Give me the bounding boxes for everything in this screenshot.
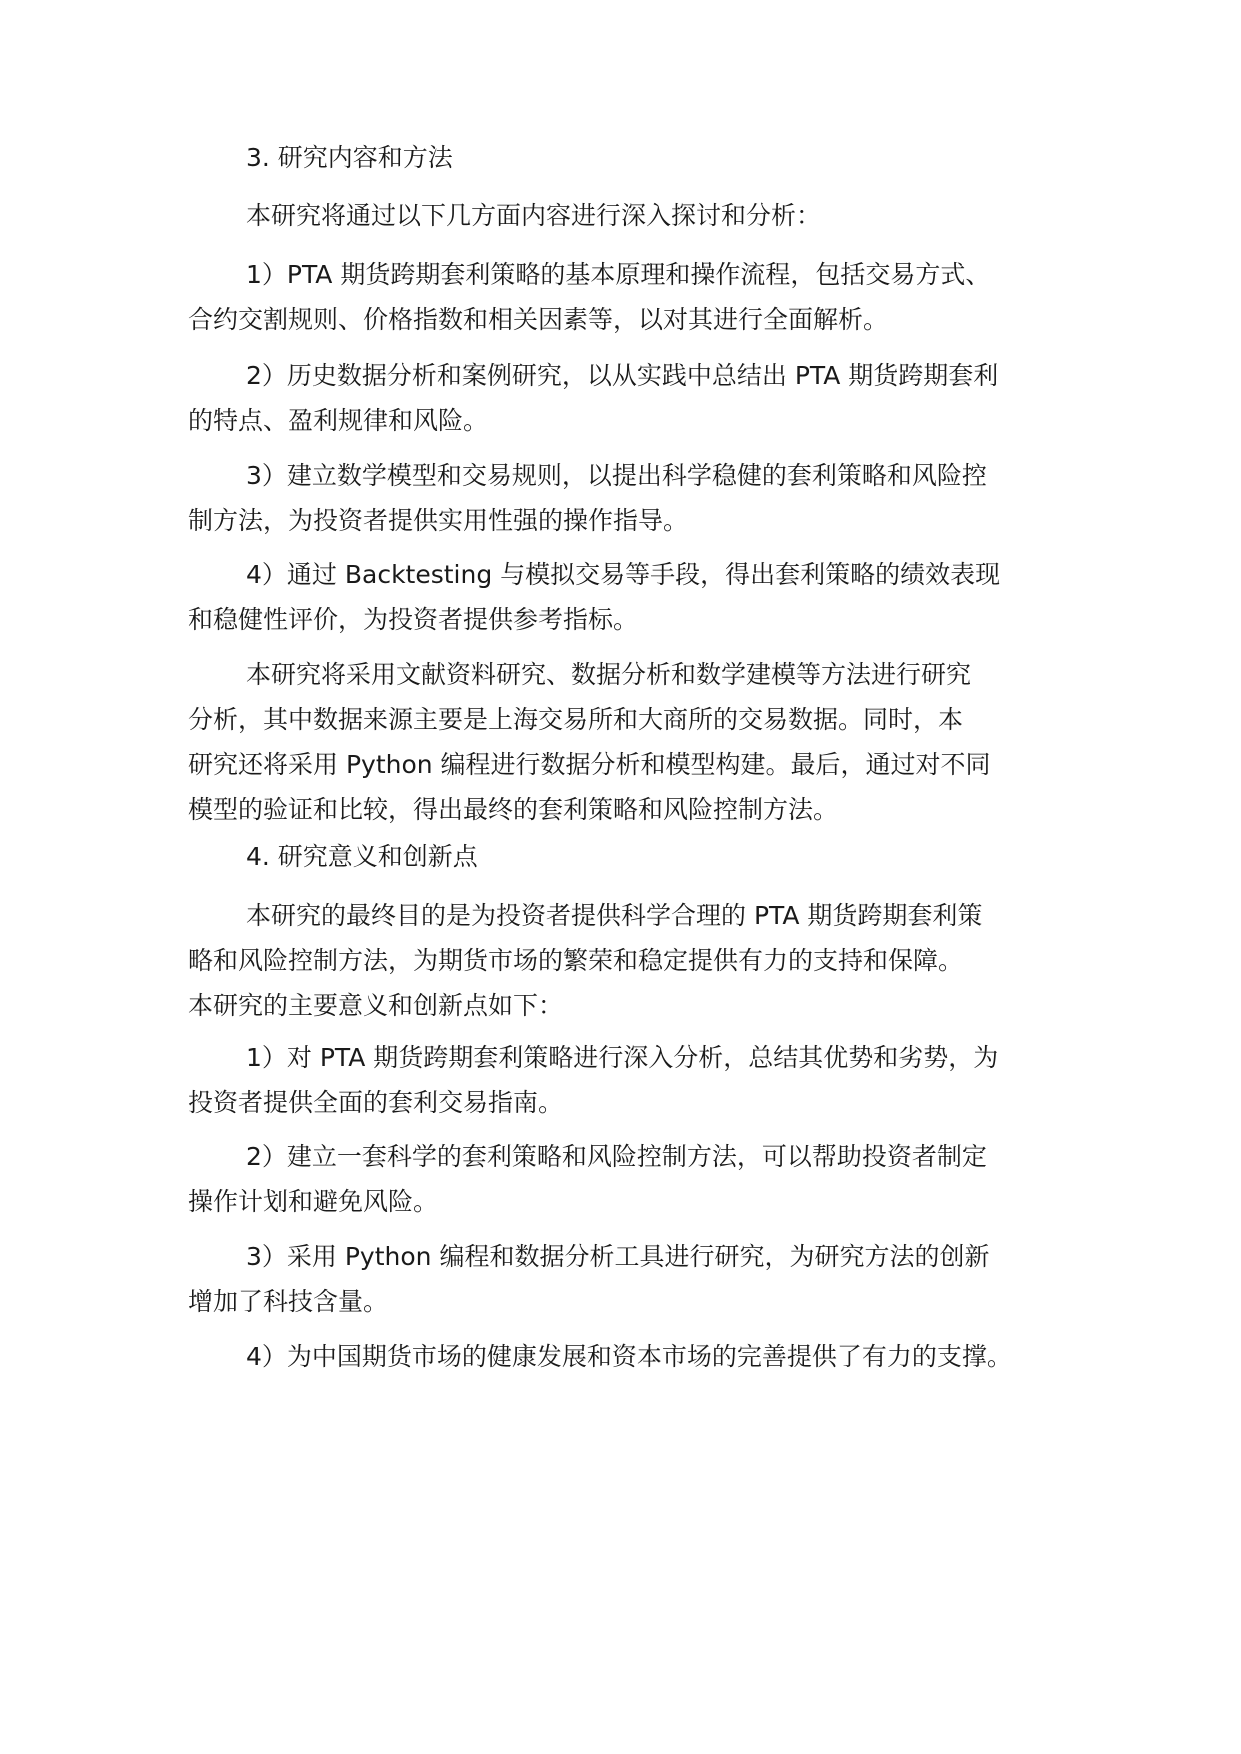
section-3-heading — [188, 135, 1068, 180]
paragraph-line: 4）通过 Backtesting 与模拟交易等手段，得出套利策略的绩效表现 — [246, 560, 1001, 589]
paragraph-line: 制方法，为投资者提供实用性强的操作指导。 — [188, 506, 689, 535]
section-3-item-3 — [188, 453, 1068, 543]
paragraph-line: 的特点、盈利规律和风险。 — [188, 406, 489, 435]
paragraph-line: 4）为中国期货市场的健康发展和资本市场的完善提供了有力的支撑。 — [246, 1342, 1012, 1371]
heading-text: 3. 研究内容和方法 — [246, 143, 453, 172]
paragraph-line: 略和风险控制方法，为期货市场的繁荣和稳定提供有力的支持和保障。 — [188, 946, 964, 975]
paragraph-line: 本研究的主要意义和创新点如下： — [188, 991, 564, 1020]
paragraph-line: 和稳健性评价，为投资者提供参考指标。 — [188, 605, 639, 634]
section-3-item-2 — [188, 353, 1068, 443]
section-3-intro — [188, 193, 1068, 238]
paragraph-line: 增加了科技含量。 — [188, 1287, 389, 1316]
section-4-item-1 — [188, 1035, 1068, 1125]
paragraph-line: 3）建立数学模型和交易规则，以提出科学稳健的套利策略和风险控 — [246, 461, 987, 490]
section-3-item-4 — [188, 552, 1068, 642]
paragraph-line: 操作计划和避免风险。 — [188, 1187, 439, 1216]
paragraph-line: 模型的验证和比较，得出最终的套利策略和风险控制方法。 — [188, 795, 839, 824]
section-3-methods — [188, 652, 1068, 832]
paragraph-line: 本研究的最终目的是为投资者提供科学合理的 PTA 期货跨期套利策 — [246, 901, 983, 930]
paragraph-line: 2）建立一套科学的套利策略和风险控制方法，可以帮助投资者制定 — [246, 1142, 987, 1171]
paragraph-line: 合约交割规则、价格指数和相关因素等，以对其进行全面解析。 — [188, 305, 889, 334]
paragraph-line: 3）采用 Python 编程和数据分析工具进行研究，为研究方法的创新 — [246, 1242, 990, 1271]
paragraph-line: 本研究将采用文献资料研究、数据分析和数学建模等方法进行研究 — [246, 660, 972, 689]
paragraph-line: 研究还将采用 Python 编程进行数据分析和模型构建。最后，通过对不同 — [188, 750, 991, 779]
paragraph-line: 投资者提供全面的套利交易指南。 — [188, 1088, 564, 1117]
section-4-heading — [188, 834, 1068, 879]
paragraph-line: 1）PTA 期货跨期套利策略的基本原理和操作流程，包括交易方式、 — [246, 260, 991, 289]
section-4-intro — [188, 893, 1068, 1028]
section-4-item-3 — [188, 1234, 1068, 1324]
paragraph-line: 1）对 PTA 期货跨期套利策略进行深入分析，总结其优势和劣势，为 — [246, 1043, 999, 1072]
paragraph-line: 2）历史数据分析和案例研究，以从实践中总结出 PTA 期货跨期套利 — [246, 361, 999, 390]
paragraph-line: 分析，其中数据来源主要是上海交易所和大商所的交易数据。同时，本 — [188, 705, 964, 734]
heading-text: 4. 研究意义和创新点 — [246, 842, 478, 871]
section-4-item-2 — [188, 1134, 1068, 1224]
paragraph-line: 本研究将通过以下几方面内容进行深入探讨和分析： — [246, 201, 822, 230]
section-3-item-1 — [188, 252, 1068, 342]
section-4-item-4 — [188, 1334, 1068, 1379]
